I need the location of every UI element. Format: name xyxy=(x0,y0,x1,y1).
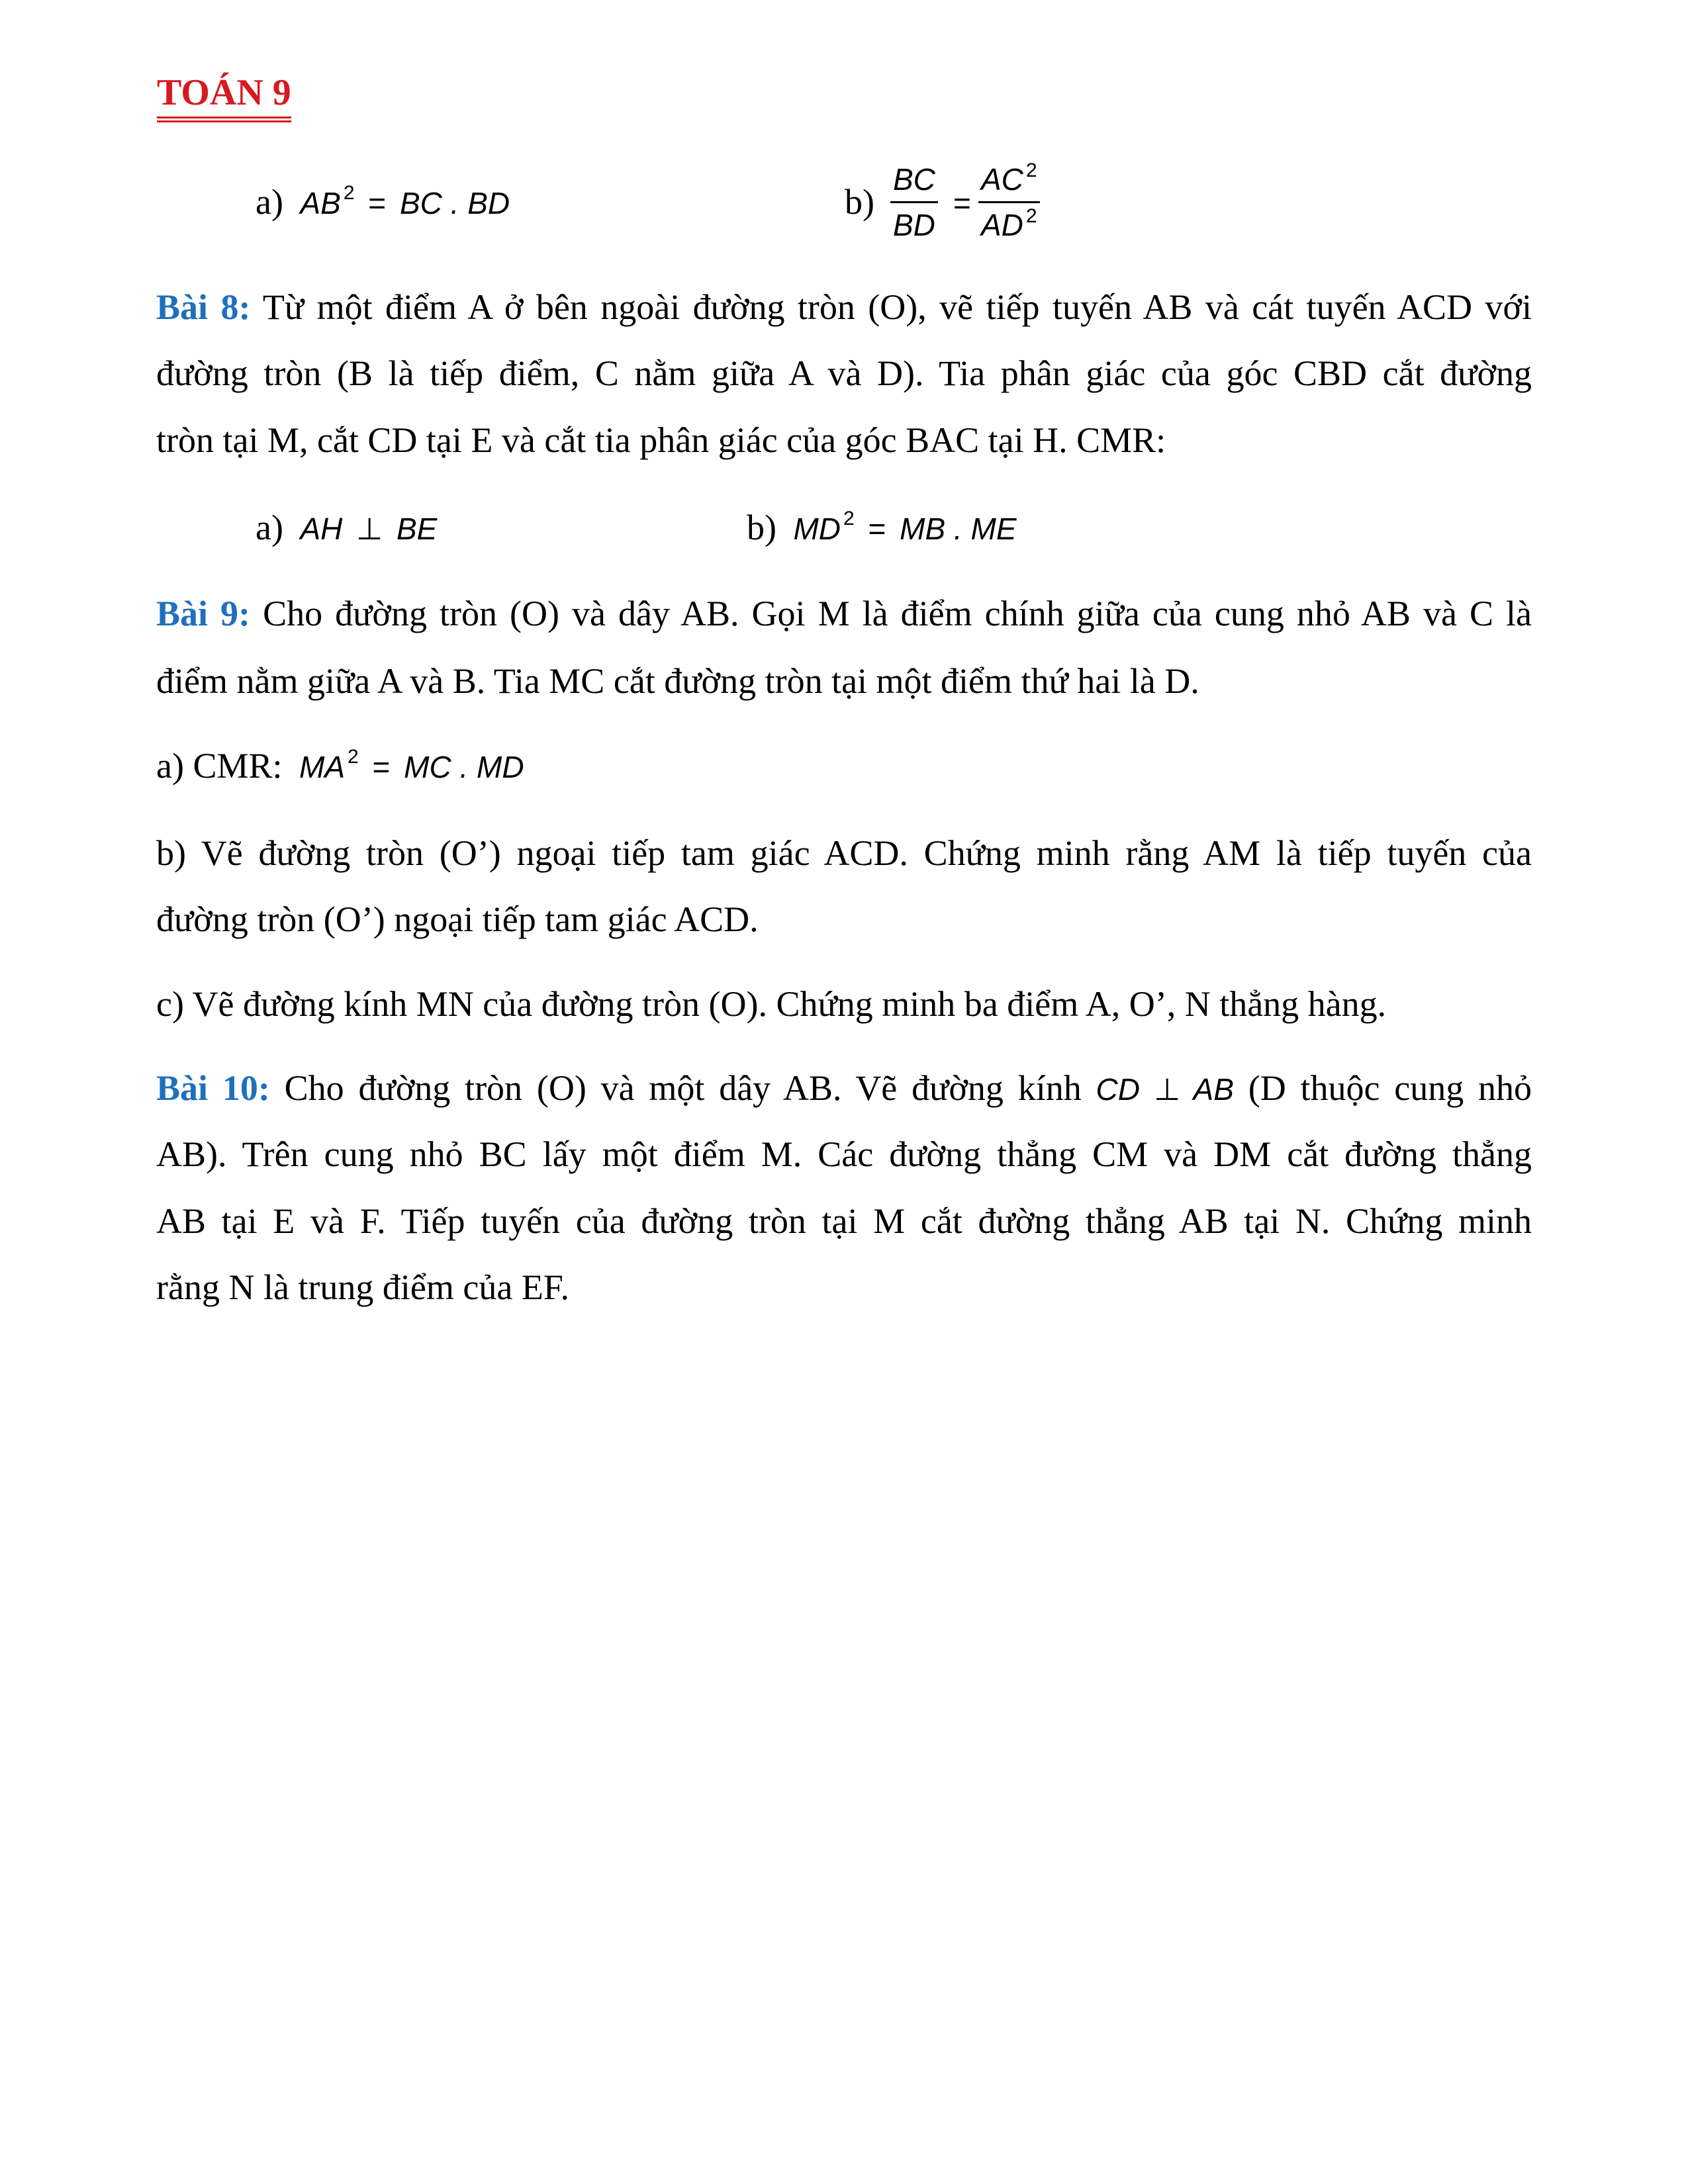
fraction-numerator: BC xyxy=(890,164,938,203)
exercise-label: Bài 9: xyxy=(156,594,251,633)
exercise-label: Bài 10: xyxy=(156,1068,270,1108)
fraction-numerator: AC xyxy=(981,162,1023,197)
exercise-text: Cho đường tròn (O) và một dây AB. Vẽ đường kính xyxy=(284,1068,1082,1108)
fraction-ac2-ad2 xyxy=(978,159,1040,242)
bai10-line-3: AB tại E và F. Tiếp tuyến của đường tròn tại M cắt đường thẳng AB tại N. Chứng minh xyxy=(156,1201,1532,1241)
bai9-line-2: điểm nằm giữa A và B. Tia MC cắt đường tròn tại một điểm thứ hai là D. xyxy=(156,661,1199,701)
bai9-part-c: c) Vẽ đường kính MN của đường tròn (O). Chứng minh ba điểm A, O’, N thẳng hàng. xyxy=(156,984,1387,1024)
math-term: MD xyxy=(793,512,841,546)
math-term: MB . ME xyxy=(900,512,1017,546)
exponent: 2 xyxy=(348,746,359,768)
bai8-part-a xyxy=(156,510,437,545)
math-term: AH xyxy=(300,512,343,546)
bai9-part-b-line-1: b) Vẽ đường tròn (O’) ngoại tiếp tam giác ACD. Chứng minh rằng AM là tiếp tuyến của xyxy=(156,833,1532,873)
bai9-part-b-line-2: đường tròn (O’) ngoại tiếp tam giác ACD. xyxy=(156,899,759,939)
page-title: TOÁN 9 xyxy=(157,74,291,122)
exponent: 2 xyxy=(1025,159,1037,181)
exponent: 2 xyxy=(343,182,355,204)
equals-sign: = xyxy=(953,186,971,220)
perpendicular-symbol: ⊥ xyxy=(1154,1072,1181,1107)
perpendicular-symbol: ⊥ xyxy=(356,512,383,546)
part-label: a) xyxy=(256,182,283,222)
math-term: CD xyxy=(1096,1072,1140,1107)
bai8-part-b xyxy=(747,510,1017,545)
part-a-formula xyxy=(156,184,510,220)
exercise-text: (D thuộc cung nhỏ xyxy=(1248,1068,1532,1108)
part-label: a) xyxy=(256,508,283,547)
inline-math xyxy=(1096,1072,1234,1107)
bai10-line-2: AB). Trên cung nhỏ BC lấy một điểm M. Các đường thẳng CM và DM cắt đường thẳng xyxy=(156,1134,1532,1174)
math-term: BC . BD xyxy=(399,186,510,220)
bai8-line-2: đường tròn (B là tiếp điểm, C nằm giữa A và D). Tia phân giác của góc CBD cắt đường xyxy=(156,353,1532,393)
math-term: MA xyxy=(299,750,346,784)
exponent: 2 xyxy=(843,508,855,529)
exercise-text: Từ một điểm A ở bên ngoài đường tròn (O), vẽ tiếp tuyến AB và cát tuyến ACD với xyxy=(262,287,1532,327)
part-b-label xyxy=(845,184,874,220)
exercise-text: Cho đường tròn (O) và dây AB. Gọi M là điểm chính giữa của cung nhỏ AB và C là xyxy=(263,594,1532,633)
fraction-bc-bd xyxy=(890,164,938,240)
equals-sign: = xyxy=(868,512,886,546)
bai10-line-1 xyxy=(156,1070,1532,1106)
equals-sign: = xyxy=(368,186,387,220)
part-label: a) CMR: xyxy=(156,746,283,786)
math-term: AB xyxy=(1193,1072,1234,1107)
bai8-line-1 xyxy=(156,289,1532,325)
bai9-line-1 xyxy=(156,596,1532,631)
bai10-line-4: rằng N là trung điểm của EF. xyxy=(156,1267,570,1307)
fraction-denominator: BD xyxy=(893,208,935,242)
math-term: AB xyxy=(300,186,341,220)
bai8-line-3: tròn tại M, cắt CD tại E và cắt tia phân giác của góc BAC tại H. CMR: xyxy=(156,420,1166,460)
math-term: BE xyxy=(397,512,438,546)
exercise-label: Bài 8: xyxy=(156,287,251,327)
equals-sign: = xyxy=(372,750,391,784)
fraction-denominator: AD xyxy=(981,208,1023,242)
math-term: MC . MD xyxy=(404,750,524,784)
exponent: 2 xyxy=(1025,205,1037,227)
bai9-part-a xyxy=(156,748,524,784)
part-label: b) xyxy=(845,182,874,222)
part-label: b) xyxy=(747,508,776,547)
